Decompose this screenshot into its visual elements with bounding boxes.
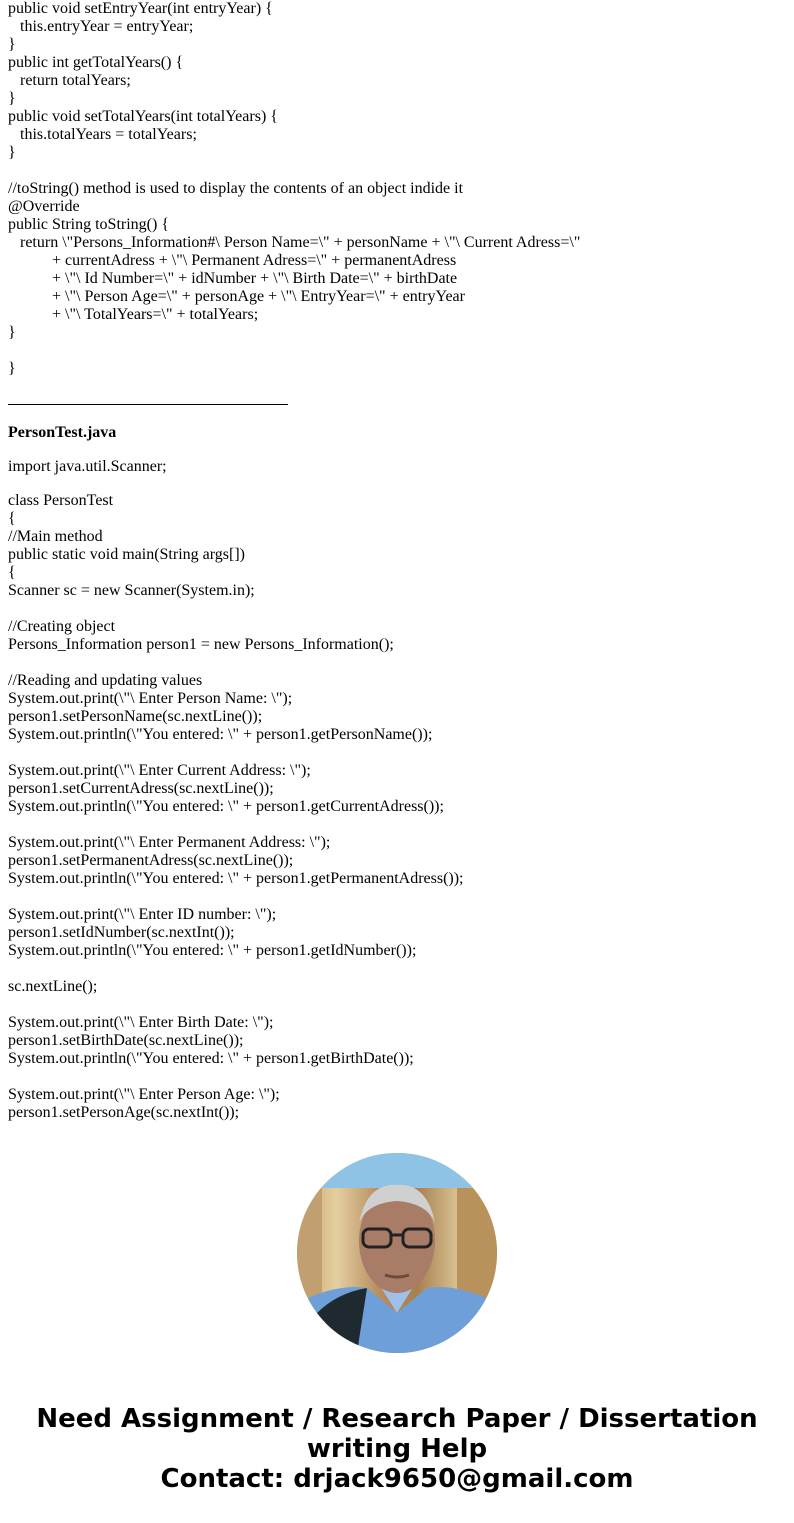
code-line: + \"\ TotalYears=\" + totalYears; <box>8 306 259 323</box>
banner-line-2: writing Help <box>306 1434 488 1464</box>
import-line: import java.util.Scanner; <box>8 458 167 475</box>
code-line: System.out.println(\"You entered: \" + person1.getIdNumber()); <box>8 942 417 959</box>
file-heading: PersonTest.java <box>8 424 117 441</box>
code-line: this.totalYears = totalYears; <box>8 126 197 143</box>
code-line: public String toString() { <box>8 216 170 233</box>
code-line: } <box>8 90 16 107</box>
code-line: person1.setPersonName(sc.nextLine()); <box>8 708 263 725</box>
code-line: return totalYears; <box>8 72 131 89</box>
divider <box>8 404 288 405</box>
code-line: System.out.print(\"\ Enter Permanent Address: \"); <box>8 834 331 851</box>
code-line <box>8 960 464 978</box>
code-line <box>8 996 464 1014</box>
code-line: person1.setCurrentAdress(sc.nextLine()); <box>8 780 274 797</box>
code-line: System.out.println(\"You entered: \" + person1.getBirthDate()); <box>8 1050 414 1067</box>
code-line: public static void main(String args[]) <box>8 546 245 563</box>
code-line: //Main method <box>8 528 103 545</box>
contact-banner <box>0 1404 794 1494</box>
code-line: person1.setPermanentAdress(sc.nextLine()); <box>8 852 294 869</box>
banner-line-1: Need Assignment / Research Paper / Dissertation <box>36 1404 758 1434</box>
code-line: System.out.print(\"\ Enter Person Name: \"); <box>8 690 293 707</box>
code-line <box>8 1068 464 1086</box>
code-line: public void setEntryYear(int entryYear) { <box>8 0 273 17</box>
code-line: } <box>8 324 16 341</box>
code-line <box>8 816 464 834</box>
code-line: @Override <box>8 198 80 215</box>
code-line: person1.setPersonAge(sc.nextInt()); <box>8 1104 240 1121</box>
code-line: System.out.print(\"\ Enter Current Address: \"); <box>8 762 311 779</box>
code-line: System.out.print(\"\ Enter ID number: \"); <box>8 906 277 923</box>
code-line: person1.setIdNumber(sc.nextInt()); <box>8 924 235 941</box>
code-line: System.out.println(\"You entered: \" + person1.getCurrentAdress()); <box>8 798 444 815</box>
code-line: { <box>8 564 16 581</box>
code-line: public int getTotalYears() { <box>8 54 184 71</box>
code-line: } <box>8 36 16 53</box>
code-line: class PersonTest <box>8 492 114 509</box>
code-line: + \"\ Person Age=\" + personAge + \"\ EntryYear=\" + entryYear <box>8 288 465 305</box>
code-line: + currentAdress + \"\ Permanent Adress=\" + permanentAdress <box>8 252 457 269</box>
code-line: System.out.println(\"You entered: \" + person1.getPersonName()); <box>8 726 433 743</box>
code-line: Persons_Information person1 = new Persons_Information(); <box>8 636 394 653</box>
code-line: + \"\ Id Number=\" + idNumber + \"\ Birth Date=\" + birthDate <box>8 270 458 287</box>
code-line <box>8 162 580 180</box>
code-line <box>8 744 464 762</box>
code-line: sc.nextLine(); <box>8 978 98 995</box>
code-line: person1.setBirthDate(sc.nextLine()); <box>8 1032 244 1049</box>
code-line: } <box>8 144 16 161</box>
code-line: Scanner sc = new Scanner(System.in); <box>8 582 255 599</box>
code-line: //Creating object <box>8 618 116 635</box>
code-line <box>8 342 580 360</box>
code-line: { <box>8 510 16 527</box>
code-line: System.out.print(\"\ Enter Birth Date: \"); <box>8 1014 274 1031</box>
code-line: this.entryYear = entryYear; <box>8 18 194 35</box>
code-line: public void setTotalYears(int totalYears) { <box>8 108 278 125</box>
code-line <box>8 888 464 906</box>
code-line: System.out.println(\"You entered: \" + person1.getPermanentAdress()); <box>8 870 464 887</box>
code-line <box>8 654 464 672</box>
code-line: //Reading and updating values <box>8 672 203 689</box>
banner-contact-email: Contact: drjack9650@gmail.com <box>160 1464 634 1494</box>
code-line: return \"Persons_Information#\ Person Name=\" + personName + \"\ Current Adress=\" <box>8 234 581 251</box>
code-line: //toString() method is used to display the contents of an object indide it <box>8 180 464 197</box>
code-line: System.out.print(\"\ Enter Person Age: \"); <box>8 1086 280 1103</box>
code-block-person-test <box>8 492 464 1122</box>
code-line <box>8 600 464 618</box>
code-block-person-information <box>8 0 580 378</box>
code-line: } <box>8 360 16 377</box>
author-photo <box>297 1153 497 1353</box>
